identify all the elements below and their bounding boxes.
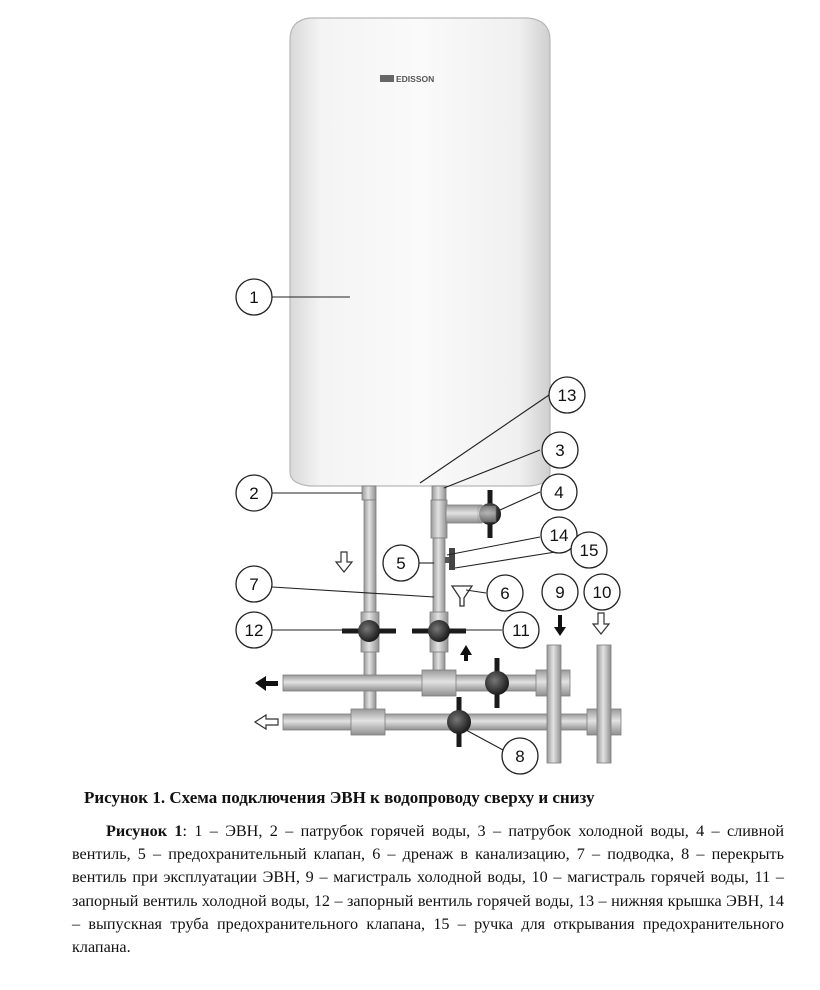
flow-arrow-left-filled-icon (255, 676, 278, 691)
svg-text:3: 3 (555, 441, 565, 460)
svg-text:4: 4 (554, 483, 564, 502)
hot-water-pipe (361, 486, 379, 732)
callout-15 (571, 532, 607, 568)
flow-arrow-hot-main-down-icon (593, 613, 609, 634)
callout-3 (542, 432, 578, 468)
svg-text:6: 6 (500, 584, 510, 603)
hot-shutoff-valve (342, 620, 396, 642)
svg-text:14: 14 (549, 526, 569, 545)
cold-main-pipe (547, 645, 561, 763)
cold-shutoff-valve (412, 620, 466, 642)
callout-12 (236, 612, 272, 648)
figure-legend-text: : 1 – ЭВН, 2 – патрубок горячей воды, 3 – патрубок холодной воды, 4 – сливной вентиль, 5 – предохранительный клапан, 6 – дренаж в канализацию, 7 – подводка, 8 – перекрыть вентиль при эксплуатации ЭВН, 9 – магистраль холодной воды, 10 – магистраль горячей воды, 11 – запорный вентиль холодной воды, 12 – запорный вентиль горячей воды, 13 – нижняя крышка ЭВН, 14 – выпускная труба предохранительного клапана, 15 – ручка для открывания предохранительного клапана. (72, 822, 784, 957)
brand-logo-icon (380, 75, 394, 82)
callout-9 (542, 574, 578, 610)
flow-arrow-cold-up-icon (460, 645, 472, 661)
svg-text:13: 13 (557, 386, 577, 405)
svg-text:7: 7 (249, 575, 259, 594)
flow-arrow-left-outline-icon (255, 715, 278, 729)
drain-funnel-icon (452, 586, 472, 606)
callout-5 (383, 545, 419, 581)
callout-10 (584, 574, 620, 610)
svg-text:1: 1 (249, 288, 259, 307)
callout-7 (236, 566, 272, 602)
callout-2 (236, 475, 272, 511)
flow-arrow-cold-main-down-icon (554, 615, 566, 636)
svg-text:9: 9 (555, 583, 565, 602)
callout-1 (236, 279, 272, 315)
svg-text:11: 11 (512, 621, 530, 640)
brand-label: EDISSON (396, 74, 435, 84)
svg-text:10: 10 (592, 583, 612, 602)
svg-text:2: 2 (249, 484, 259, 503)
callout-13 (549, 377, 585, 413)
bypass-valve-lower (447, 697, 471, 747)
callout-8 (502, 738, 538, 774)
bypass-valve-upper (485, 658, 509, 708)
figure-legend-lead: Рисунок 1 (106, 822, 183, 840)
svg-text:15: 15 (579, 541, 599, 560)
callout-6 (487, 575, 523, 611)
hot-main-pipe (597, 645, 611, 763)
cold-water-pipe (430, 486, 482, 673)
drain-valve (478, 490, 501, 538)
flow-arrow-hot-down-icon (336, 552, 352, 572)
water-heater-tank (290, 18, 550, 486)
svg-text:8: 8 (515, 747, 525, 766)
callout-11 (503, 612, 539, 648)
figure-legend (72, 820, 784, 959)
callout-4 (541, 474, 577, 510)
hot-supply-line (283, 670, 570, 696)
figure-title: Рисунок 1. Схема подключения ЭВН к водопроводу сверху и снизу (84, 788, 595, 807)
svg-text:5: 5 (396, 554, 406, 573)
svg-text:12: 12 (244, 621, 264, 640)
